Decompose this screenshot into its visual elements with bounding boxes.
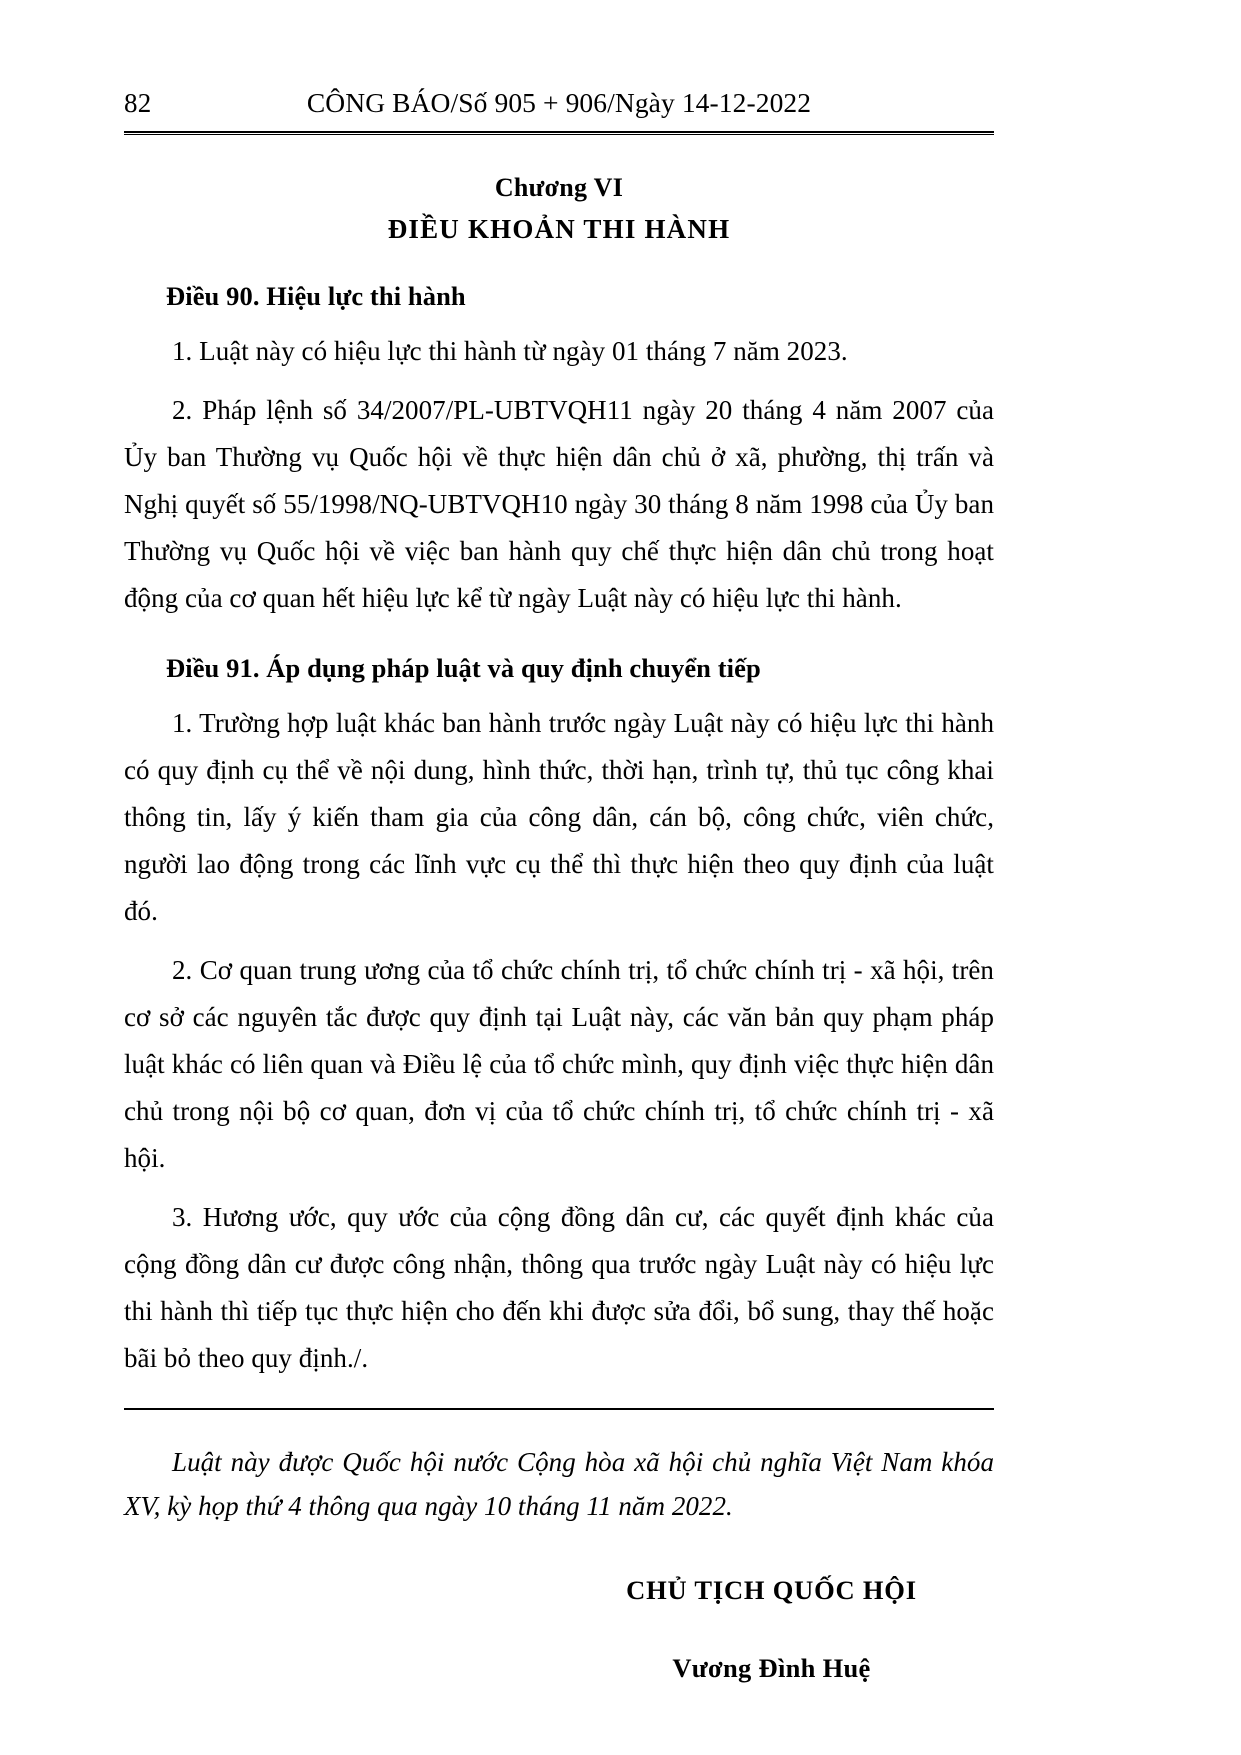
closing-note: Luật này được Quốc hội nước Cộng hòa xã hội chủ nghĩa Việt Nam khóa XV, kỳ họp thứ 4 thông qua ngày 10 tháng 11 năm 2022.: [124, 1447, 994, 1521]
signature-role: CHỦ TỊCH QUỐC HỘI: [626, 1575, 917, 1605]
chapter-title: ĐIỀU KHOẢN THI HÀNH: [387, 214, 731, 244]
document-body: [124, 160, 994, 1686]
article-91-heading: Điều 91. Áp dụng pháp luật và quy định chuyển tiếp: [166, 653, 761, 683]
running-header: [124, 86, 994, 130]
gazette-title: CÔNG BÁO/Số 905 + 906/Ngày 14-12-2022: [306, 87, 812, 118]
article-91-paragraph-2: 2. Cơ quan trung ương của tổ chức chính trị, tổ chức chính trị - xã hội, trên cơ sở các nguyên tắc được quy định tại Luật này, các văn bản quy phạm pháp luật khác có liên quan và Điều lệ của tổ chức mình, quy định việc thực hiện dân chủ trong nội bộ cơ quan, đơn vị của tổ chức chính trị, tổ chức chính trị - xã hội.: [124, 955, 994, 1173]
chapter-label: Chương VI: [494, 173, 624, 202]
closing-divider: [124, 1408, 994, 1410]
article-91: [124, 648, 994, 1382]
article-90-heading: Điều 90. Hiệu lực thi hành: [166, 281, 466, 311]
signature-block: [124, 1572, 994, 1686]
header-divider: [124, 131, 994, 135]
article-91-paragraph-3: 3. Hương ước, quy ước của cộng đồng dân cư, các quyết định khác của cộng đồng dân cư được công nhận, thông qua trước ngày Luật này có hiệu lực thi hành thì tiếp tục thực hiện cho đến khi được sửa đổi, bổ sung, thay thế hoặc bãi bỏ theo quy định./.: [124, 1202, 994, 1373]
article-90-paragraph-2: 2. Pháp lệnh số 34/2007/PL-UBTVQH11 ngày 20 tháng 4 năm 2007 của Ủy ban Thường vụ Quốc hội về thực hiện dân chủ ở xã, phường, thị trấn và Nghị quyết số 55/1998/NQ-UBTVQH10 ngày 30 tháng 8 năm 1998 của Ủy ban Thường vụ Quốc hội về việc ban hành quy chế thực hiện dân chủ trong hoạt động của cơ quan hết hiệu lực kể từ ngày Luật này có hiệu lực thi hành.: [124, 395, 994, 613]
page-number: 82: [124, 88, 152, 118]
article-90-paragraph-1: 1. Luật này có hiệu lực thi hành từ ngày 01 tháng 7 năm 2023.: [172, 336, 848, 366]
article-91-paragraph-1: 1. Trường hợp luật khác ban hành trước ngày Luật này có hiệu lực thi hành có quy định cụ thể về nội dung, hình thức, thời hạn, trình tự, thủ tục công khai thông tin, lấy ý kiến tham gia của công dân, cán bộ, công chức, viên chức, người lao động trong các lĩnh vực cụ thể thì thực hiện theo quy định của luật đó.: [124, 708, 994, 926]
signature-name: Vương Đình Huệ: [672, 1653, 871, 1683]
article-90: [124, 276, 994, 622]
